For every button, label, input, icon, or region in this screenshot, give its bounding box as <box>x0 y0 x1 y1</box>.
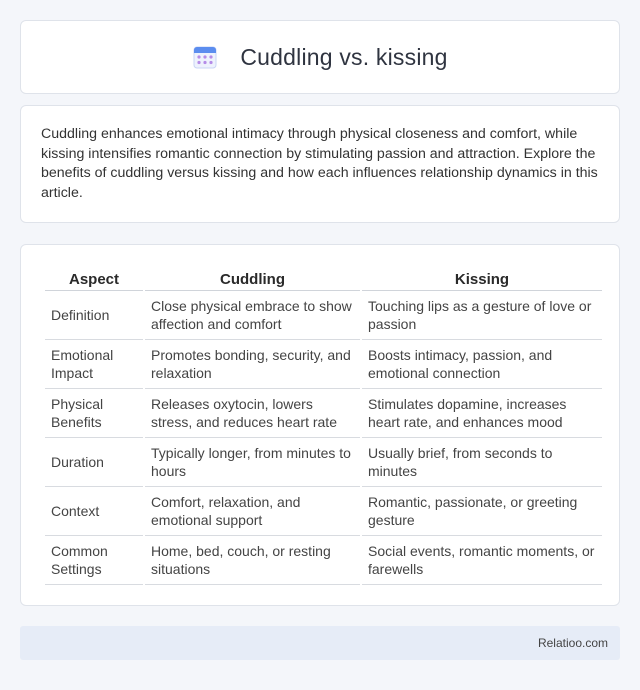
header-cuddling: Cuddling <box>145 265 360 291</box>
aspect-cell: Definition <box>45 291 143 340</box>
table-row <box>45 340 602 389</box>
footer-site-link[interactable]: Relatioo.com <box>537 636 608 650</box>
cuddling-cell: Releases oxytocin, lowers stress, and reduces heart rate <box>145 389 360 438</box>
kissing-cell: Usually brief, from seconds to minutes <box>362 438 602 487</box>
header-aspect: Aspect <box>45 265 143 291</box>
kissing-cell: Romantic, passionate, or greeting gesture <box>362 487 602 536</box>
kissing-cell: Stimulates dopamine, increases heart rate, and enhances mood <box>362 389 602 438</box>
comparison-table <box>43 265 604 585</box>
aspect-cell: Common Settings <box>45 536 143 585</box>
table-row <box>45 389 602 438</box>
cuddling-cell: Home, bed, couch, or resting situations <box>145 536 360 585</box>
cuddling-cell: Promotes bonding, security, and relaxation <box>145 340 360 389</box>
kissing-cell: Touching lips as a gesture of love or passion <box>362 291 602 340</box>
aspect-cell: Physical Benefits <box>45 389 143 438</box>
table-row <box>45 291 602 340</box>
aspect-cell: Duration <box>45 438 143 487</box>
aspect-cell: Emotional Impact <box>45 340 143 389</box>
table-row <box>45 438 602 487</box>
intro-text: Cuddling enhances emotional intimacy through physical closeness and comfort, while kissing intensifies romantic connection by stimulating passion and attraction. Explore the benefits of cuddling versus kissing and how each influences relationship dynamics in this article. <box>41 126 598 201</box>
cuddling-cell: Comfort, relaxation, and emotional support <box>145 487 360 536</box>
kissing-cell: Social events, romantic moments, or farewells <box>362 536 602 585</box>
table-row <box>45 487 602 536</box>
cuddling-cell: Close physical embrace to show affection and comfort <box>145 291 360 340</box>
kissing-cell: Boosts intimacy, passion, and emotional connection <box>362 340 602 389</box>
header-kissing: Kissing <box>362 265 602 291</box>
title-wrap <box>192 44 447 71</box>
header-card <box>20 20 620 94</box>
comparison-table-card <box>20 244 620 606</box>
page-title: Cuddling vs. kissing <box>240 43 448 70</box>
intro-card <box>20 105 620 223</box>
table-header-row <box>45 265 602 291</box>
calendar-icon <box>192 44 218 70</box>
cuddling-cell: Typically longer, from minutes to hours <box>145 438 360 487</box>
table-row <box>45 536 602 585</box>
footer <box>20 626 620 660</box>
aspect-cell: Context <box>45 487 143 536</box>
